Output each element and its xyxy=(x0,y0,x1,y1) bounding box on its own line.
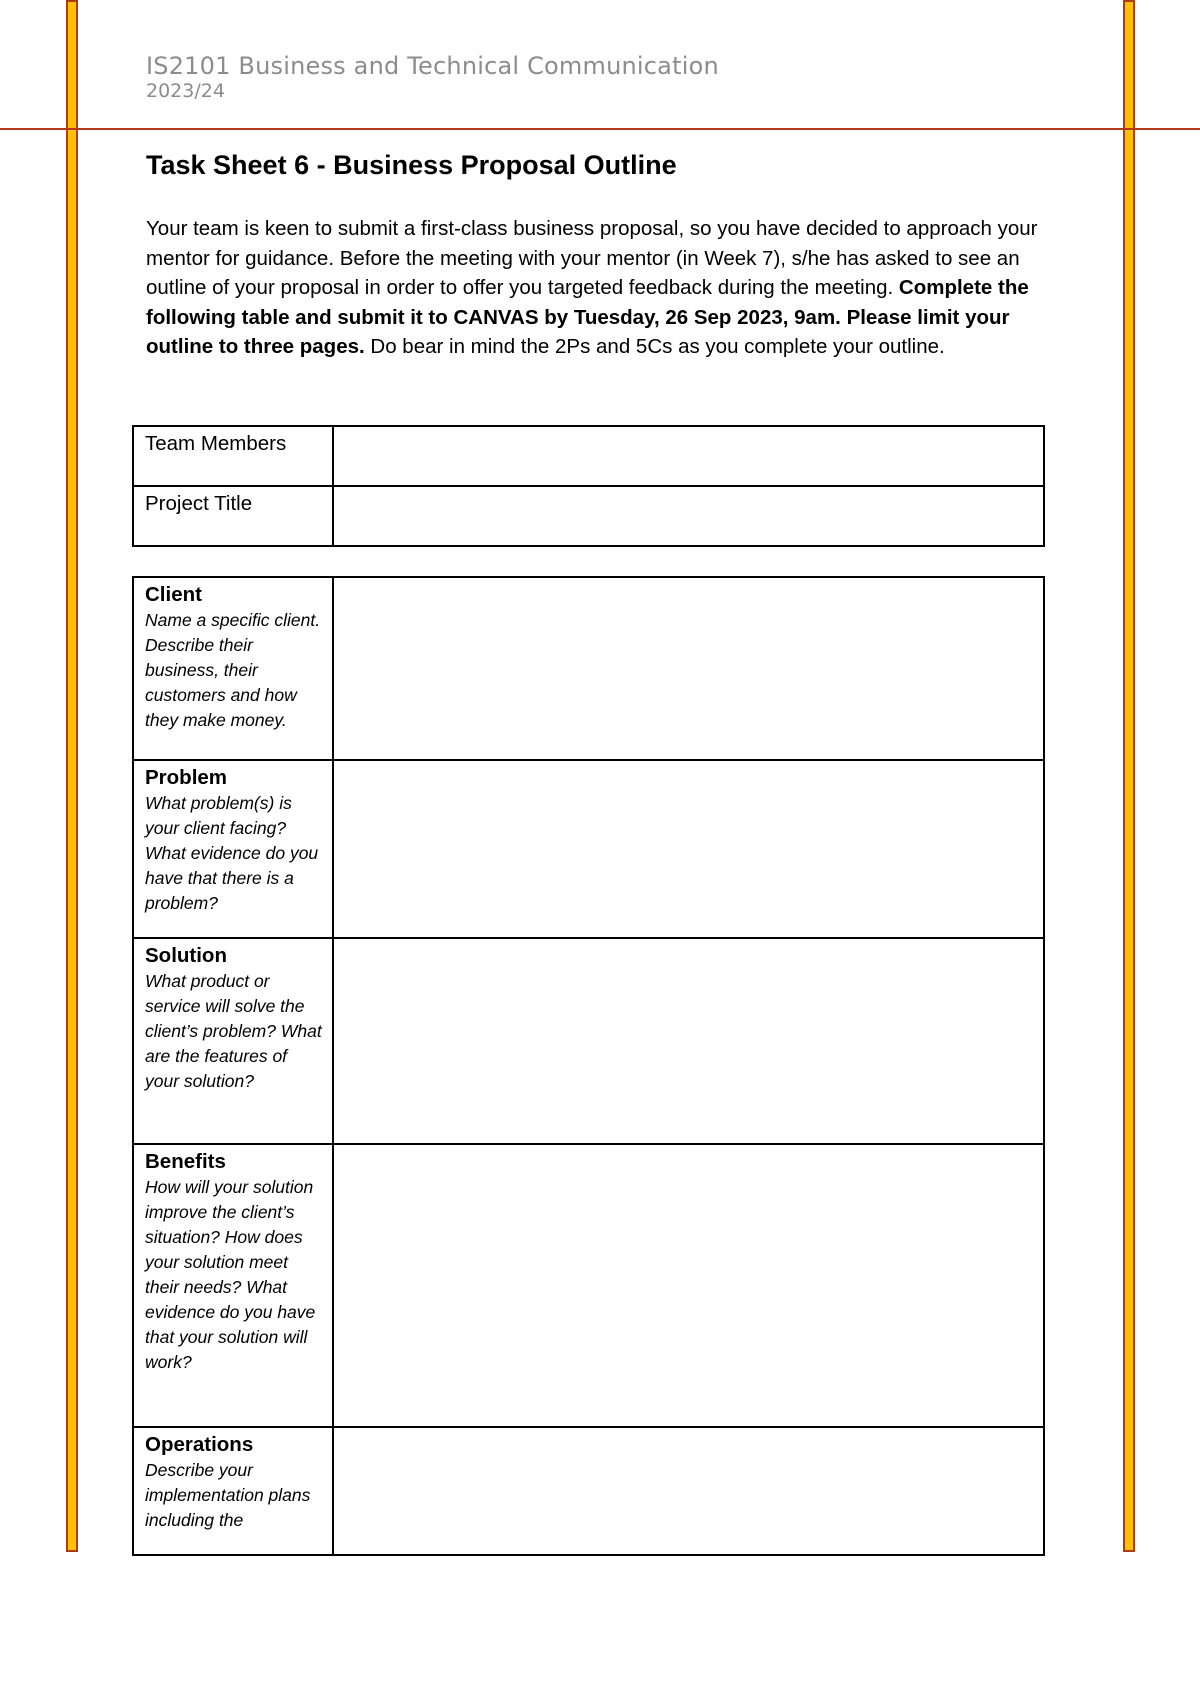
academic-year: 2023/24 xyxy=(146,80,225,102)
operations-description: Describe your implementation plans including the xyxy=(145,1460,311,1530)
operations-label-cell xyxy=(133,1427,333,1555)
problem-description: What problem(s) is your client facing? What evidence do you have that there is a problem? xyxy=(145,793,319,913)
intro-text-2: Do bear in mind the 2Ps and 5Cs as you complete your outline. xyxy=(364,335,945,358)
operations-title: Operations xyxy=(145,1433,254,1456)
solution-field[interactable] xyxy=(333,938,1044,1144)
solution-label-cell xyxy=(133,938,333,1144)
right-margin-bar xyxy=(1123,0,1135,1552)
project-title-field[interactable] xyxy=(333,486,1044,546)
solution-description: What product or service will solve the client’s problem? What are the features of your solution? xyxy=(145,971,322,1091)
client-field[interactable] xyxy=(333,577,1044,760)
client-description: Name a specific client. Describe their business, their customers and how they make money. xyxy=(145,610,321,730)
benefits-row xyxy=(133,1144,1044,1427)
solution-title: Solution xyxy=(145,944,227,967)
project-title-label: Project Title xyxy=(133,486,333,546)
client-label-cell xyxy=(133,577,333,760)
benefits-title: Benefits xyxy=(145,1150,226,1173)
team-info-table xyxy=(132,425,1045,547)
benefits-field[interactable] xyxy=(333,1144,1044,1427)
intro-paragraph xyxy=(146,214,1066,362)
team-members-label: Team Members xyxy=(133,426,333,486)
benefits-label-cell xyxy=(133,1144,333,1427)
problem-label-cell xyxy=(133,760,333,938)
operations-field[interactable] xyxy=(333,1427,1044,1555)
problem-field[interactable] xyxy=(333,760,1044,938)
problem-row xyxy=(133,760,1044,938)
client-title: Client xyxy=(145,583,202,606)
course-name: IS2101 Business and Technical Communication xyxy=(146,52,719,80)
client-row xyxy=(133,577,1044,760)
team-members-row xyxy=(133,426,1044,486)
team-members-field[interactable] xyxy=(333,426,1044,486)
left-margin-bar xyxy=(66,0,78,1552)
header-divider xyxy=(0,128,1200,130)
solution-row xyxy=(133,938,1044,1144)
intro-bold-instruction: Complete the following table and submit it to CANVAS by Tuesday, 26 Sep 2023, 9am. Please limit your outline to three pages. xyxy=(146,276,1029,358)
intro-text-1: Your team is keen to submit a first-class business proposal, so you have decided to approach your mentor for guidance. Before the meeting with your mentor (in Week 7), s/he has asked to see an outline of your proposal in order to offer you targeted feedback during the meeting. xyxy=(146,217,1038,299)
problem-title: Problem xyxy=(145,766,228,789)
benefits-description: How will your solution improve the client’s situation? How does your solution meet their needs? What evidence do you have that your solution will work? xyxy=(145,1177,316,1372)
project-title-row xyxy=(133,486,1044,546)
operations-row xyxy=(133,1427,1044,1555)
page-title: Task Sheet 6 - Business Proposal Outline xyxy=(146,150,677,180)
proposal-outline-table xyxy=(132,576,1045,1556)
page-header xyxy=(146,52,719,102)
